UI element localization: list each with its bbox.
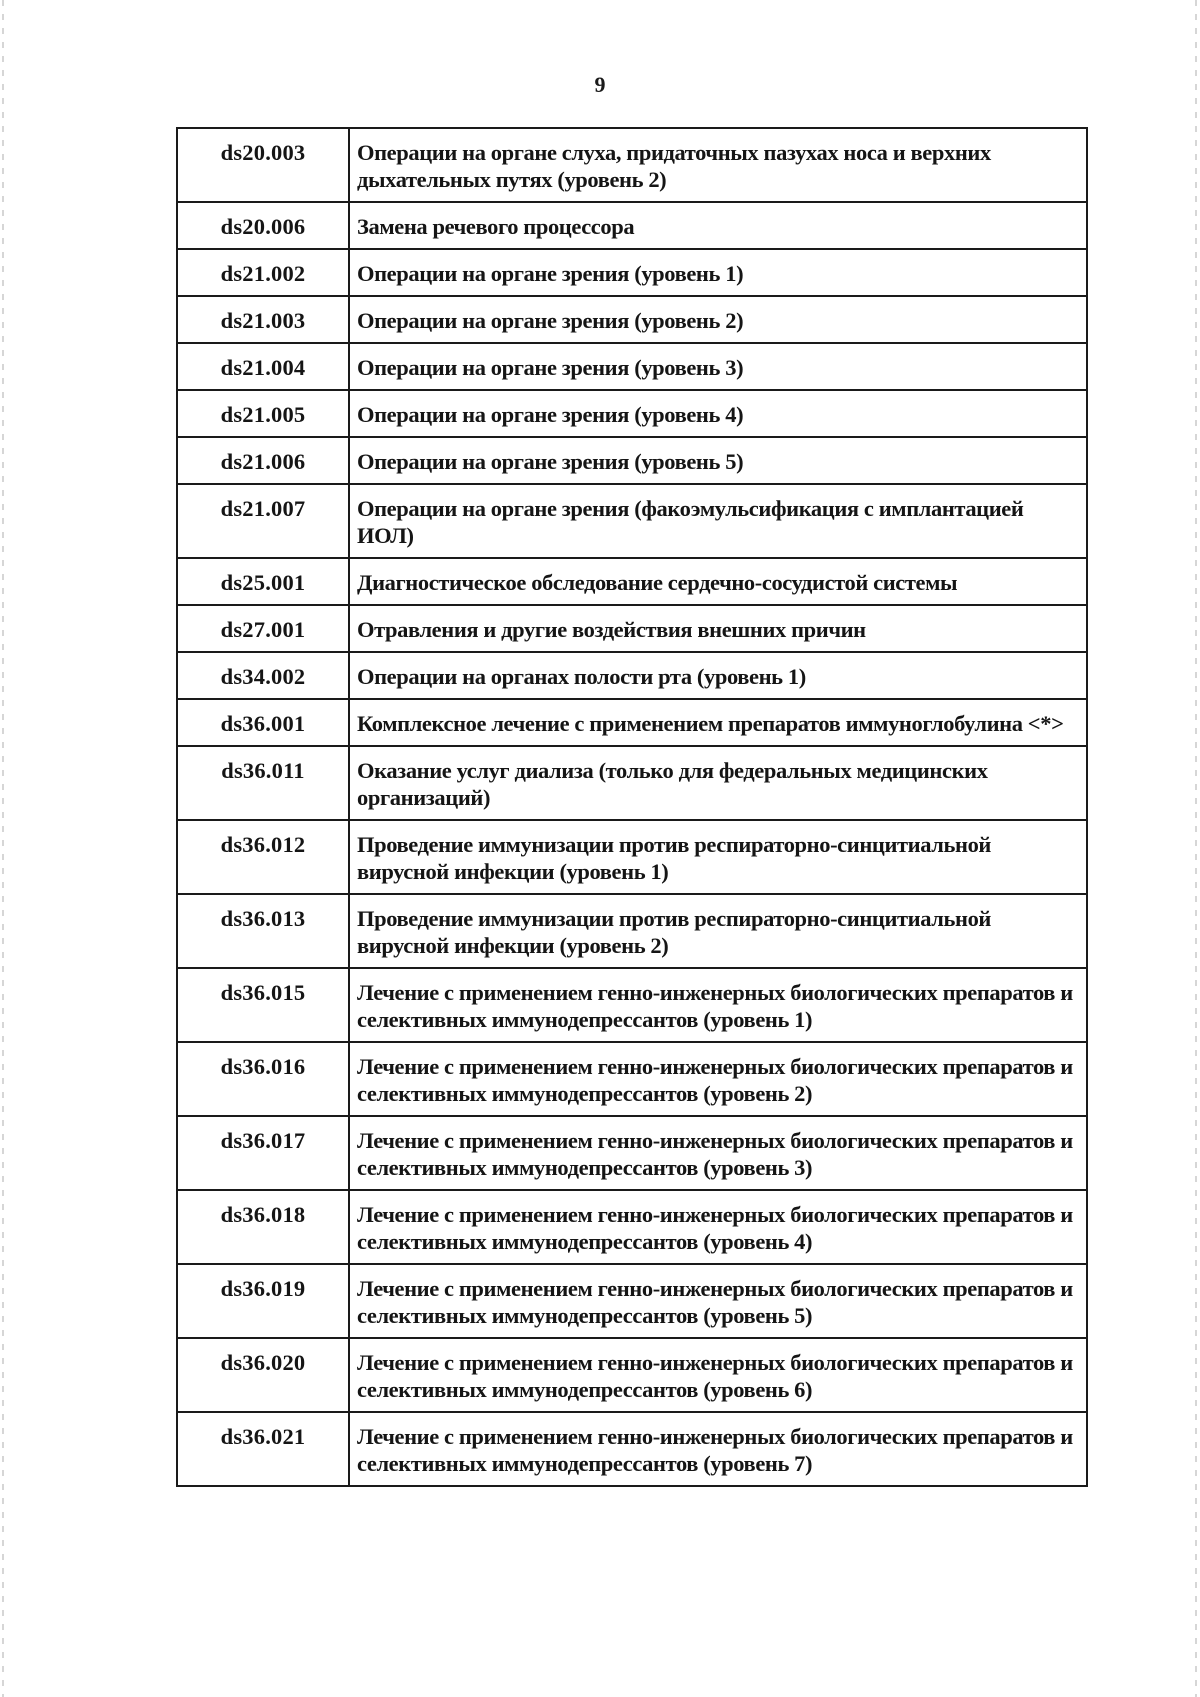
row-code: ds36.017 (177, 1116, 349, 1190)
row-description: Отравления и другие воздействия внешних причин (349, 605, 1087, 652)
table-row (177, 894, 1087, 968)
row-description: Диагностическое обследование сердечно-сосудистой системы (349, 558, 1087, 605)
table-row (177, 249, 1087, 296)
table-row (177, 820, 1087, 894)
row-code: ds36.012 (177, 820, 349, 894)
table-row (177, 1264, 1087, 1338)
row-description: Лечение с применением генно-инженерных биологических препаратов и селективных иммунодепрессантов (уровень 7) (349, 1412, 1087, 1486)
code-table-body (177, 128, 1087, 1486)
row-code: ds36.021 (177, 1412, 349, 1486)
table-row (177, 605, 1087, 652)
row-description: Операции на органе зрения (уровень 4) (349, 390, 1087, 437)
row-description: Проведение иммунизации против респираторно-синцитиальной вирусной инфекции (уровень 2) (349, 894, 1087, 968)
row-code: ds36.018 (177, 1190, 349, 1264)
row-code: ds34.002 (177, 652, 349, 699)
table-row (177, 128, 1087, 202)
row-description: Операции на органе зрения (уровень 3) (349, 343, 1087, 390)
row-code: ds36.020 (177, 1338, 349, 1412)
row-description: Лечение с применением генно-инженерных биологических препаратов и селективных иммунодепрессантов (уровень 3) (349, 1116, 1087, 1190)
row-code: ds36.001 (177, 699, 349, 746)
row-description: Комплексное лечение с применением препаратов иммуноглобулина <*> (349, 699, 1087, 746)
row-description: Операции на органе зрения (уровень 5) (349, 437, 1087, 484)
table-row (177, 437, 1087, 484)
row-code: ds21.007 (177, 484, 349, 558)
row-code: ds36.011 (177, 746, 349, 820)
row-code: ds20.003 (177, 128, 349, 202)
row-description: Проведение иммунизации против респираторно-синцитиальной вирусной инфекции (уровень 1) (349, 820, 1087, 894)
row-description: Лечение с применением генно-инженерных биологических препаратов и селективных иммунодепрессантов (уровень 2) (349, 1042, 1087, 1116)
row-code: ds21.006 (177, 437, 349, 484)
row-code: ds21.002 (177, 249, 349, 296)
row-code: ds21.003 (177, 296, 349, 343)
row-code: ds25.001 (177, 558, 349, 605)
row-description: Операции на органе зрения (уровень 1) (349, 249, 1087, 296)
table-row (177, 968, 1087, 1042)
table-row (177, 652, 1087, 699)
table-row (177, 746, 1087, 820)
code-table (176, 127, 1088, 1487)
row-description: Операции на органах полости рта (уровень 1) (349, 652, 1087, 699)
table-row (177, 1116, 1087, 1190)
row-code: ds21.004 (177, 343, 349, 390)
table-row (177, 1190, 1087, 1264)
table-row (177, 484, 1087, 558)
scan-edge-right (1195, 0, 1197, 1697)
row-description: Лечение с применением генно-инженерных биологических препаратов и селективных иммунодепрессантов (уровень 1) (349, 968, 1087, 1042)
table-row (177, 699, 1087, 746)
row-description: Оказание услуг диализа (только для федеральных медицинских организаций) (349, 746, 1087, 820)
row-code: ds36.015 (177, 968, 349, 1042)
row-description: Операции на органе зрения (уровень 2) (349, 296, 1087, 343)
row-code: ds21.005 (177, 390, 349, 437)
row-description: Лечение с применением генно-инженерных биологических препаратов и селективных иммунодепрессантов (уровень 5) (349, 1264, 1087, 1338)
row-description: Лечение с применением генно-инженерных биологических препаратов и селективных иммунодепрессантов (уровень 4) (349, 1190, 1087, 1264)
table-row (177, 1338, 1087, 1412)
row-code: ds36.019 (177, 1264, 349, 1338)
scan-edge-left (2, 0, 4, 1697)
table-row (177, 343, 1087, 390)
row-code: ds20.006 (177, 202, 349, 249)
page-number: 9 (594, 72, 606, 97)
row-description: Лечение с применением генно-инженерных биологических препаратов и селективных иммунодепрессантов (уровень 6) (349, 1338, 1087, 1412)
row-code: ds27.001 (177, 605, 349, 652)
row-description: Замена речевого процессора (349, 202, 1087, 249)
row-code: ds36.016 (177, 1042, 349, 1116)
row-code: ds36.013 (177, 894, 349, 968)
row-description: Операции на органе слуха, придаточных пазухах носа и верхних дыхательных путях (уровень 2) (349, 128, 1087, 202)
table-row (177, 296, 1087, 343)
table-row (177, 202, 1087, 249)
table-row (177, 390, 1087, 437)
table-row (177, 1412, 1087, 1486)
table-row (177, 558, 1087, 605)
row-description: Операции на органе зрения (факоэмульсификация с имплантацией ИОЛ) (349, 484, 1087, 558)
table-row (177, 1042, 1087, 1116)
